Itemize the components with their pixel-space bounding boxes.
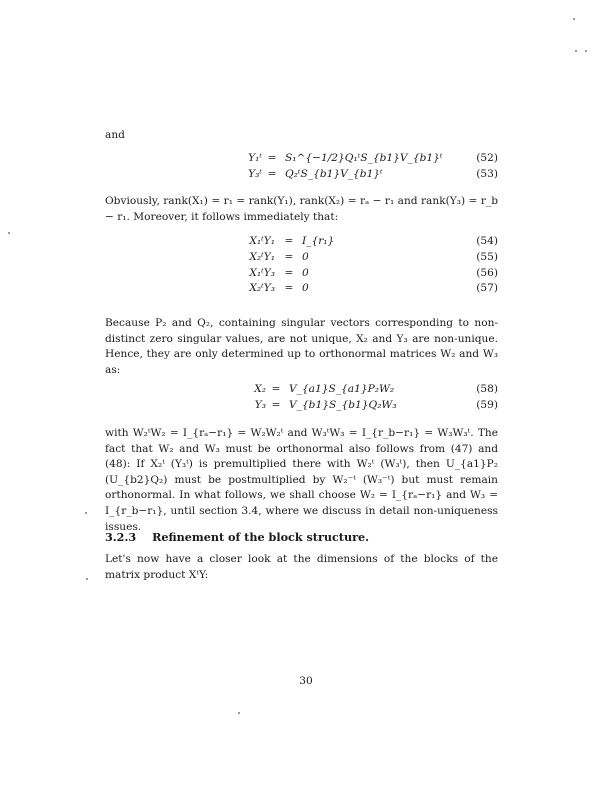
equation-block-58-59 xyxy=(105,382,498,414)
equation-lhs: X₂ xyxy=(254,383,266,395)
equation-rhs: 0 xyxy=(302,266,309,279)
equation-operator: = xyxy=(284,266,294,279)
scan-speck xyxy=(238,712,240,714)
section-title: Refinement of the block structure. xyxy=(152,530,370,544)
equation-lhs: Y₃ᵗ xyxy=(248,167,262,180)
equation-59 xyxy=(105,398,498,414)
equation-operator: = xyxy=(271,398,281,411)
equation-operator: = xyxy=(267,152,277,164)
equation-number: (54) xyxy=(476,235,498,247)
scan-speck xyxy=(8,232,10,234)
scan-speck xyxy=(86,578,88,580)
equation-rhs: 0 xyxy=(302,250,309,263)
equation-number: (57) xyxy=(476,282,498,295)
section-heading xyxy=(105,530,369,544)
scan-speck xyxy=(585,50,587,52)
equation-operator: = xyxy=(284,282,294,295)
equation-lhs: Y₁ᵗ xyxy=(248,152,262,164)
equation-block-52-53 xyxy=(105,151,498,183)
equation-rhs: 0 xyxy=(302,282,309,295)
equation-53 xyxy=(105,167,498,183)
equation-number: (59) xyxy=(476,398,498,411)
equation-lhs: Y₃ xyxy=(254,398,266,411)
paragraph-and: and xyxy=(105,129,125,141)
equation-54 xyxy=(105,234,498,250)
paragraph-because: Because P₂ and Q₂, containing singular vectors corresponding to non-distinct zero singular values, are not unique, X₂ and Y₃ are non-unique. Hence, they are only determined up to orthonormal matrices W₂ and W₃ as: xyxy=(105,317,498,376)
paragraph-obviously: Obviously, rank(X₁) = r₁ = rank(Y₁), rank(X₂) = rₐ − r₁ and rank(Y₃) = r_b − r₁. Moreover, it follows immediately that: xyxy=(105,195,498,223)
equation-number: (53) xyxy=(476,167,498,180)
equation-lhs: X₂ᵗY₁ xyxy=(249,250,275,263)
equation-52 xyxy=(105,151,498,167)
equation-lhs: X₁ᵗY₃ xyxy=(249,266,275,279)
equation-operator: = xyxy=(284,250,294,263)
equation-55 xyxy=(105,250,498,266)
equation-operator: = xyxy=(284,235,294,247)
equation-operator: = xyxy=(267,167,277,180)
equation-number: (58) xyxy=(476,383,498,395)
scan-speck xyxy=(575,50,577,52)
paragraph-lets-now: Let's now have a closer look at the dimensions of the blocks of the matrix product XᵗY: xyxy=(105,553,498,581)
equation-58 xyxy=(105,382,498,398)
equation-rhs: S₁^{−1/2}Q₁ᵗS_{b1}V_{b1}ᵗ xyxy=(285,152,443,164)
equation-rhs: V_{b1}S_{b1}Q₂W₃ xyxy=(289,398,397,411)
section-number: 3.2.3 xyxy=(105,530,137,544)
equation-block-54-57 xyxy=(105,234,498,297)
equation-number: (52) xyxy=(476,152,498,164)
equation-rhs: I_{r₁} xyxy=(302,235,335,247)
equation-lhs: X₁ᵗY₁ xyxy=(249,235,275,247)
equation-number: (55) xyxy=(476,250,498,263)
scan-speck xyxy=(573,18,575,20)
scan-speck xyxy=(85,512,87,514)
equation-lhs: X₂ᵗY₃ xyxy=(249,282,275,295)
equation-56 xyxy=(105,266,498,282)
equation-number: (56) xyxy=(476,266,498,279)
equation-operator: = xyxy=(271,383,281,395)
paragraph-with: with W₂ᵗW₂ = I_{rₐ−r₁} = W₂W₂ᵗ and W₃ᵗW₃ = I_{r_b−r₁} = W₃W₃ᵗ. The fact that W₂ and W₃ must be orthonormal also follows from (47) and (48): If X₂ᵗ (Y₃ᵗ) is premultiplied there with W₂ᵗ (W₃ᵗ), then U_{a1}P₂ (U_{b2}Q₂) must be postmultiplied by W₂⁻ᵗ (W₃⁻ᵗ) but must remain orthonormal. In what follows, we shall choose W₂ = I_{rₐ−r₁} and W₃ = I_{r_b−r₁}, until section 3.4, where we discuss in detail non-uniqueness issues. xyxy=(105,427,498,533)
page-number: 30 xyxy=(299,675,313,687)
equation-57 xyxy=(105,281,498,297)
equation-rhs: V_{a1}S_{a1}P₂W₂ xyxy=(289,383,395,395)
equation-rhs: Q₂ᵗS_{b1}V_{b1}ᵗ xyxy=(285,167,383,180)
